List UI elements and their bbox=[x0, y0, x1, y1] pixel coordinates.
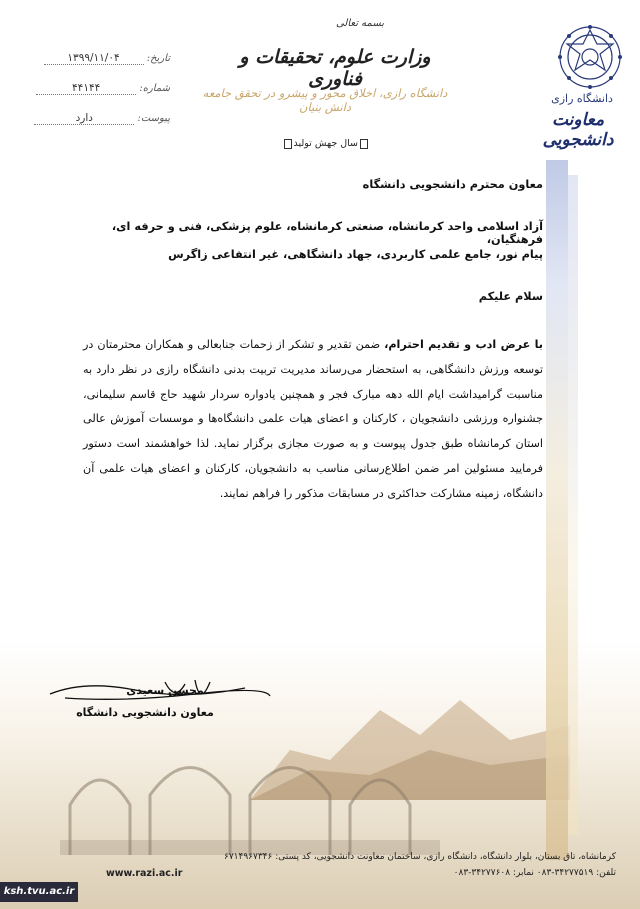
org-department: معاونت دانشجویی bbox=[542, 110, 614, 150]
university-gate-illustration bbox=[60, 745, 440, 855]
signatory-name: محسن سعیدی bbox=[126, 684, 204, 697]
date-field bbox=[30, 52, 170, 65]
footer-phones: تلفن: ۳۴۲۷۷۵۱۹-۰۸۳ نمابر: ۳۴۲۷۷۶۰۸-۰۸۳ bbox=[453, 868, 616, 878]
signatory-title: معاون دانشجویی دانشگاه bbox=[76, 706, 214, 719]
attachment-value: دارد bbox=[34, 112, 134, 125]
letter-body bbox=[83, 333, 543, 507]
decorative-strip bbox=[546, 160, 568, 860]
number-field bbox=[30, 82, 170, 95]
universities-line-1: آزاد اسلامی واحد کرمانشاه، صنعتی کرمانشاه، علوم پزشکی، فنی و حرفه ای، فرهنگیان، bbox=[111, 220, 543, 246]
site-watermark-badge: ksh.tvu.ac.ir bbox=[0, 882, 78, 902]
razi-university-logo-icon bbox=[555, 22, 625, 92]
box-icon bbox=[360, 139, 368, 149]
body-opening: با عرض ادب و تقدیم احترام، bbox=[384, 338, 543, 351]
number-label: شماره: bbox=[139, 83, 170, 94]
year-slogan-text: سال جهش تولید bbox=[293, 138, 358, 149]
date-label: تاریخ: bbox=[146, 53, 170, 64]
attachment-label: پیوست: bbox=[137, 113, 170, 124]
year-slogan bbox=[250, 138, 370, 149]
footer-website[interactable]: www.razi.ac.ir bbox=[106, 868, 183, 879]
bismillah: بسمه تعالی bbox=[335, 18, 385, 29]
attachment-field bbox=[30, 112, 170, 125]
body-text: ضمن تقدیر و تشکر از زحمات جنابعالی و همکاران محترمتان در توسعه ورزش دانشگاهی، به استحضار می‌رساند مدیریت تربیت بدنی دانشگاه رازی در نظر دارد به مناسبت گرامیداشت ایام الله دهه مبارک فجر و همچنین یادواره سردار شهید حاج قاسم سلیمانی، جشنواره ورزشی دانشجویان ، کارکنان و اعضای هیات علمی دانشگاه‌ها و موسسات آموزش عالی استان کرمانشاه طبق جدول پیوست و به صورت مجازی برگزار نماید. لذا خواهشمند است دستور فرمایید مسئولین امر ضمن اطلاع‌رسانی مناسب به دانشجویان، کارکنان و اعضای هیات علمی آن دانشگاه، زمینه مشارکت حداکثری در مسابقات مذکور را فراهم نمایند. bbox=[83, 338, 543, 500]
footer-address: کرمانشاه، تاق بستان، بلوار دانشگاه، دانشگاه رازی، ساختمان معاونت دانشجویی، کد پستی: ۶۷۱۴۹۶۷۳۴۶ bbox=[223, 852, 616, 862]
org-name: دانشگاه رازی bbox=[551, 92, 613, 105]
decorative-strip-inner bbox=[568, 175, 578, 835]
recipient: معاون محترم دانشجویی دانشگاه bbox=[362, 178, 543, 191]
number-value: ۴۴۱۴۴ bbox=[36, 82, 136, 95]
universities-line-2: پیام نور، جامع علمی کاربردی، جهاد دانشگاهی، غیر انتفاعی زاگرس bbox=[168, 248, 543, 261]
ministry-title: وزارت علوم، تحقیقات و فناوری bbox=[239, 46, 431, 90]
university-slogan: دانشگاه رازی، اخلاق محور و پیشرو در تحقق جامعه دانش بنیان bbox=[202, 86, 448, 114]
box-icon bbox=[284, 139, 292, 149]
greeting: سلام علیکم bbox=[478, 290, 543, 303]
date-value: ۱۳۹۹/۱۱/۰۴ bbox=[44, 52, 144, 65]
